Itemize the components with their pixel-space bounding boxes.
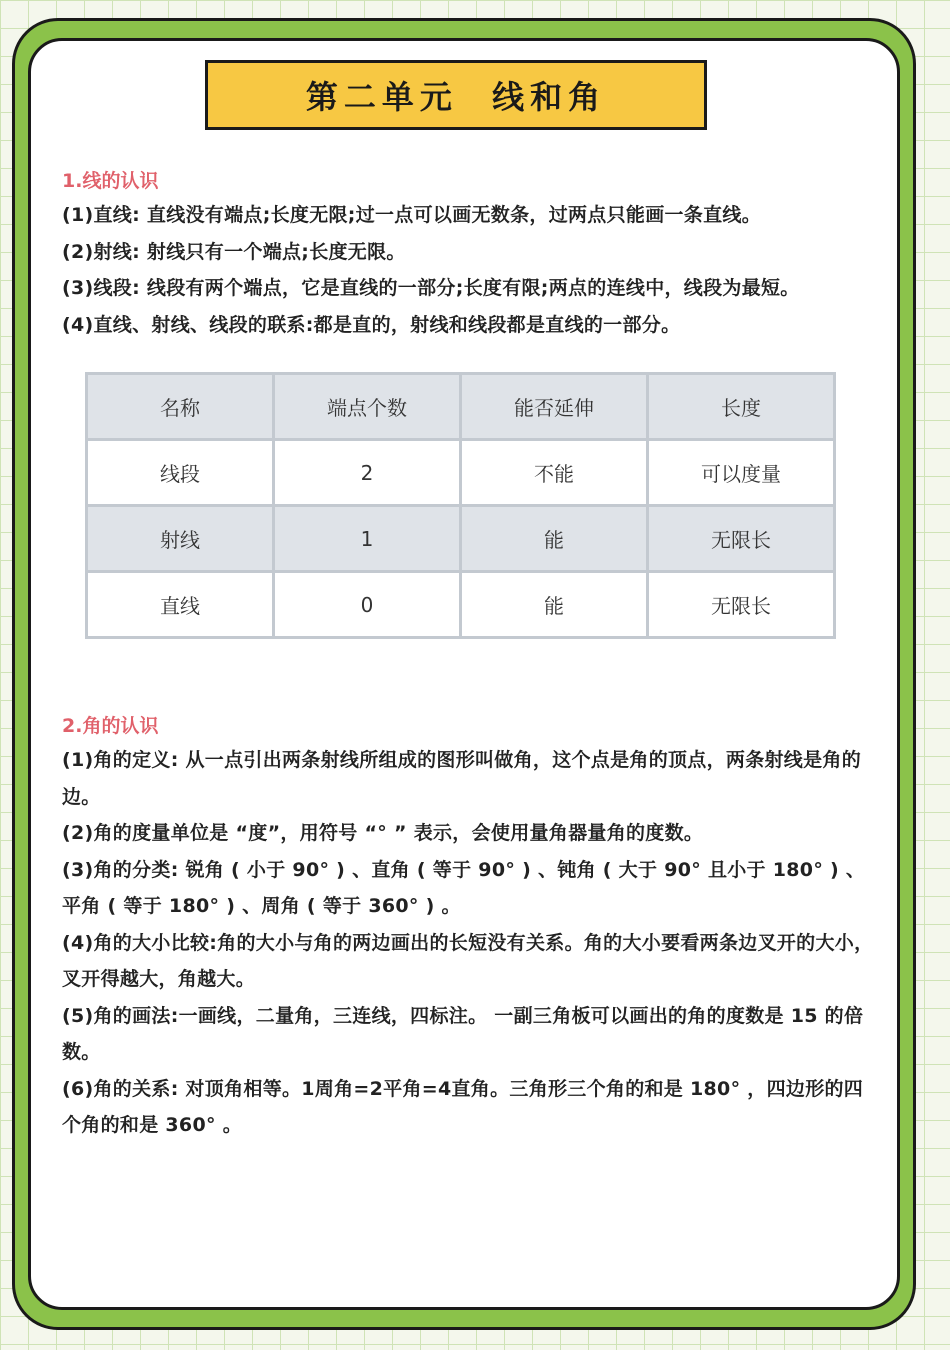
section1-body <box>62 197 874 343</box>
section1-item: (3)线段: 线段有两个端点，它是直线的一部分;长度有限;两点的连线中，线段为最短。 <box>62 277 800 299</box>
table-cell: 1 <box>274 506 461 572</box>
section2-item: (6)角的关系: 对顶角相等。1周角=2平角=4直角。三角形三个角的和是 180° ，四边形的四个角的和是 360° 。 <box>62 1077 864 1136</box>
table-row <box>87 440 835 506</box>
section2-item: (2)角的度量单位是 “度”，用符号 “° ” 表示，会使用量角器量角的度数。 <box>62 822 704 844</box>
table-header-cell: 能否延伸 <box>461 374 648 440</box>
table-cell: 无限长 <box>648 506 835 572</box>
table-row <box>87 506 835 572</box>
table-header-cell: 端点个数 <box>274 374 461 440</box>
section1-heading: 1.线的认识 <box>62 170 159 192</box>
table-header-cell: 名称 <box>87 374 274 440</box>
section2-body <box>62 742 874 1144</box>
section2-item: (4)角的大小比较:角的大小与角的两边画出的长短没有关系。角的大小要看两条边叉开的大小，叉开得越大，角越大。 <box>62 931 874 990</box>
table-row <box>87 572 835 638</box>
table-cell: 能 <box>461 572 648 638</box>
table-cell: 0 <box>274 572 461 638</box>
table-cell: 线段 <box>87 440 274 506</box>
section2-heading: 2.角的认识 <box>62 715 159 737</box>
table-cell: 射线 <box>87 506 274 572</box>
section2-item: (5)角的画法:一画线，二量角，三连线，四标注。 一副三角板可以画出的角的度数是 15 的倍数。 <box>62 1004 864 1063</box>
section2-item: (1)角的定义: 从一点引出两条射线所组成的图形叫做角，这个点是角的顶点，两条射线是角的边。 <box>62 749 862 808</box>
table-header-cell: 长度 <box>648 374 835 440</box>
table-cell: 直线 <box>87 572 274 638</box>
table-cell: 2 <box>274 440 461 506</box>
page-title: 第二单元 线和角 <box>305 78 607 116</box>
section2-item: (3)角的分类: 锐角 ( 小于 90° ) 、直角 ( 等于 90° ) 、钝角 ( 大于 90° 且小于 180° ) 、平角 ( 等于 180° ) 、周角 ( 等于 360° ) 。 <box>62 858 866 917</box>
section1-item: (4)直线、射线、线段的联系:都是直的，射线和线段都是直线的一部分。 <box>62 313 681 336</box>
section1-item: (2)射线: 射线只有一个端点;长度无限。 <box>62 240 406 263</box>
table-cell: 无限长 <box>648 572 835 638</box>
table-cell: 能 <box>461 506 648 572</box>
title-banner <box>205 60 707 130</box>
table-cell: 不能 <box>461 440 648 506</box>
table-header-row <box>87 374 835 440</box>
table-cell: 可以度量 <box>648 440 835 506</box>
section1-item: (1)直线: 直线没有端点;长度无限;过一点可以画无数条，过两点只能画一条直线。 <box>62 204 761 226</box>
line-comparison-table <box>85 372 836 639</box>
